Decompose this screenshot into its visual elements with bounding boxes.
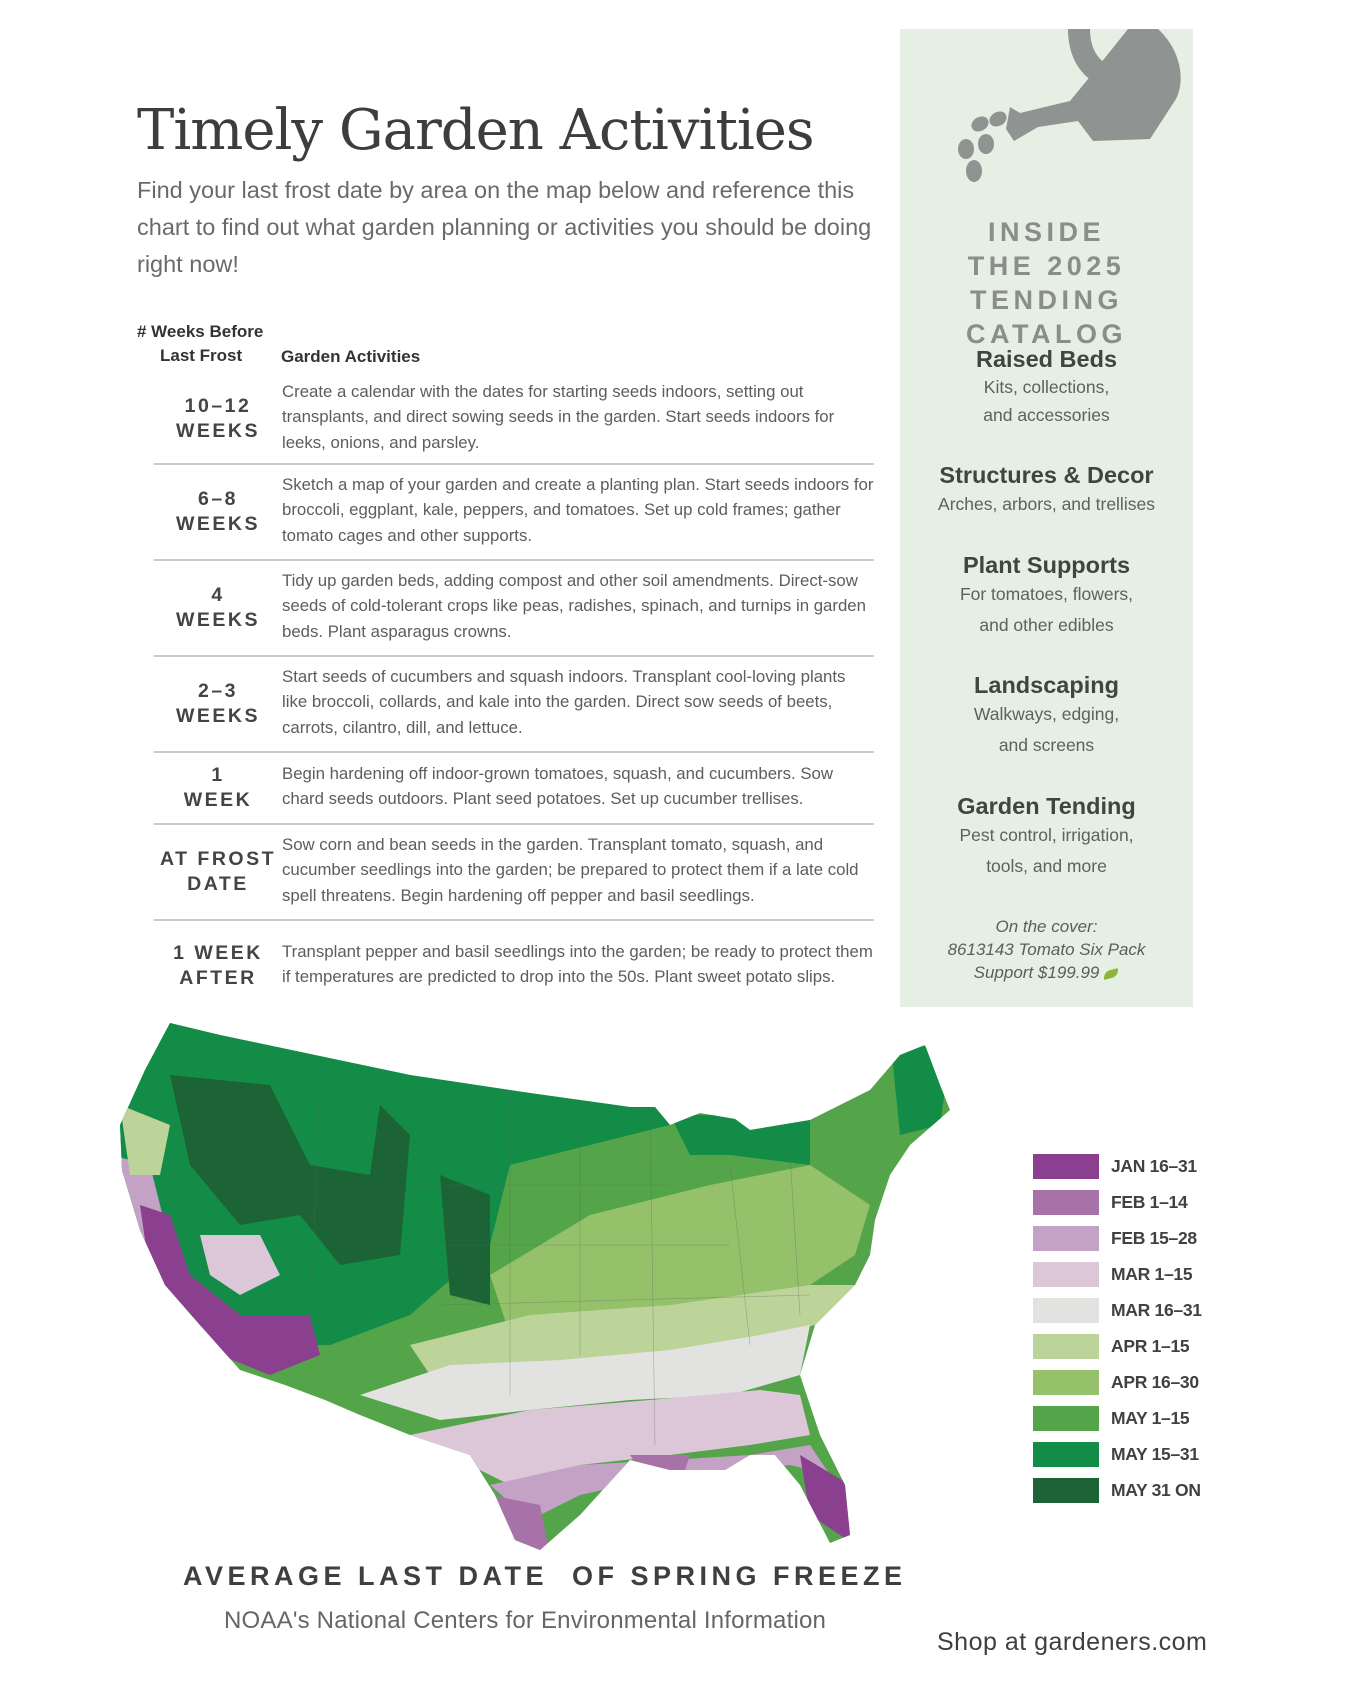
category-title: Raised Beds [975, 346, 1118, 372]
category-desc: tools, and more [986, 856, 1107, 876]
activity-cell: Tidy up garden beds, adding compost and other soil amendments. Direct-sow seeds of cold-tolerant crops like peas, radishes, spinach, and turnips in garden beds. Plant asparagus crowns. [282, 570, 866, 641]
category-plant-supports[interactable] [900, 552, 1193, 641]
legend-item [1033, 1400, 1202, 1436]
intro-text: Find your last frost date by area on the map below and reference this chart to find out what garden planning or activities you should be doing right now! [137, 177, 872, 277]
legend-label: MAY 31 ON [1111, 1479, 1201, 1500]
legend-label: APR 1–15 [1111, 1335, 1190, 1356]
weeks-value: 2–3 [197, 680, 239, 702]
weeks-column-header [137, 320, 263, 368]
table-row [154, 753, 874, 825]
category-desc: Pest control, irrigation, [959, 825, 1134, 845]
weeks-cell [154, 583, 282, 633]
weeks-unit: AFTER [179, 967, 257, 989]
legend-swatch [1033, 1262, 1099, 1287]
weeks-cell [154, 394, 282, 444]
legend-item [1033, 1184, 1202, 1220]
category-desc: Kits, collections, [983, 377, 1110, 397]
legend-swatch [1033, 1334, 1099, 1359]
legend-label: MAY 1–15 [1111, 1407, 1190, 1428]
activities-column-header: Garden Activities [281, 347, 421, 366]
activity-cell: Sketch a map of your garden and create a planting plan. Start seeds indoors for broccoli, eggplant, kale, peppers, and tomatoes. Set up cold frames; gather tomato cages and other supports. [282, 474, 874, 545]
legend-item [1033, 1328, 1202, 1364]
legend-label: APR 16–30 [1111, 1371, 1199, 1392]
category-title: Landscaping [974, 672, 1119, 698]
table-row [154, 375, 874, 465]
legend-item [1033, 1364, 1202, 1400]
table-row [154, 465, 874, 561]
category-desc: and other edibles [979, 615, 1114, 635]
weeks-value: 1 WEEK [173, 942, 263, 964]
category-desc: For tomatoes, flowers, [959, 584, 1134, 604]
catalog-sidebar [900, 29, 1193, 1007]
weeks-header-line1: # Weeks Before [137, 322, 264, 341]
category-structures-decor[interactable] [900, 462, 1193, 520]
weeks-value: 6–8 [197, 488, 239, 510]
map-legend [1033, 1148, 1202, 1508]
weeks-cell [154, 679, 282, 729]
heading-line: THE 2025 [967, 251, 1126, 281]
weeks-cell [154, 763, 282, 813]
table-row [154, 825, 874, 921]
legend-label: MAY 15–31 [1111, 1443, 1199, 1464]
weeks-value: 1 [211, 764, 225, 786]
legend-item [1033, 1220, 1202, 1256]
heading-line: INSIDE [987, 217, 1106, 247]
category-raised-beds[interactable] [900, 346, 1193, 428]
legend-label: JAN 16–31 [1111, 1155, 1197, 1176]
legend-label: MAR 16–31 [1111, 1299, 1202, 1320]
category-desc: and screens [998, 735, 1095, 755]
legend-item [1033, 1472, 1202, 1508]
weeks-cell [154, 941, 282, 991]
legend-label: FEB 1–14 [1111, 1191, 1188, 1212]
legend-swatch [1033, 1154, 1099, 1179]
weeks-unit: WEEK [183, 789, 253, 811]
category-garden-tending[interactable] [900, 793, 1193, 882]
map-source: NOAA's National Centers for Environmental Information [224, 1607, 827, 1634]
weeks-value: 4 [211, 584, 225, 606]
leaf-icon [1103, 968, 1121, 980]
table-row [154, 561, 874, 657]
heading-line: CATALOG [966, 319, 1127, 349]
cover-label: On the cover: [995, 917, 1098, 936]
map-title-part2: OF SPRING FREEZE [572, 1561, 907, 1591]
legend-label: MAR 1–15 [1111, 1263, 1193, 1284]
legend-item [1033, 1148, 1202, 1184]
legend-item [1033, 1256, 1202, 1292]
catalog-heading [900, 215, 1193, 351]
weeks-header-line2: Last Frost [160, 346, 243, 365]
activity-cell: Sow corn and bean seeds in the garden. Transplant tomato, squash, and cucumber seedlings into the garden; be prepared to protect them if a late cold spell threatens. Begin hardening off pepper and basil seedlings. [282, 834, 859, 905]
weeks-unit: DATE [187, 873, 249, 895]
weeks-value: 10–12 [184, 395, 252, 417]
table-row [154, 657, 874, 753]
category-title: Structures & Decor [939, 462, 1154, 488]
category-desc: Arches, arbors, and trellises [938, 494, 1155, 514]
page-title: Timely Garden Activities [137, 98, 814, 163]
map-title-part1: AVERAGE LAST DATE [183, 1561, 549, 1591]
cover-note [900, 915, 1193, 984]
legend-swatch [1033, 1190, 1099, 1215]
weeks-cell [154, 487, 282, 537]
weeks-unit: WEEKS [175, 513, 260, 535]
category-title: Garden Tending [957, 793, 1136, 819]
garden-activities-table [154, 375, 874, 1011]
legend-swatch [1033, 1406, 1099, 1431]
weeks-cell [154, 847, 282, 897]
legend-item [1033, 1436, 1202, 1472]
weeks-value: AT FROST [159, 848, 277, 870]
frost-date-map [110, 1015, 1020, 1575]
legend-swatch [1033, 1226, 1099, 1251]
legend-swatch [1033, 1298, 1099, 1323]
weeks-unit: WEEKS [175, 420, 260, 442]
shop-link[interactable]: Shop at gardeners.com [937, 1628, 1208, 1656]
cover-price-line [900, 961, 1193, 984]
legend-swatch [1033, 1370, 1099, 1395]
category-title: Plant Supports [962, 552, 1131, 578]
weeks-unit: WEEKS [175, 705, 260, 727]
legend-item [1033, 1292, 1202, 1328]
cover-product: 8613143 Tomato Six Pack [947, 940, 1146, 959]
cover-price: Support $199.99 [973, 963, 1100, 982]
table-row [154, 921, 874, 1011]
activity-cell: Create a calendar with the dates for starting seeds indoors, setting out transplants, and direct sowing seeds in the garden. Start seeds indoors for leeks, onions, and parsley. [282, 381, 835, 452]
watering-can-icon [918, 29, 1188, 199]
legend-swatch [1033, 1442, 1099, 1467]
legend-label: FEB 15–28 [1111, 1227, 1197, 1248]
heading-line: TENDING [970, 285, 1123, 315]
activity-cell: Start seeds of cucumbers and squash indoors. Transplant cool-loving plants like broccoli, collards, and kale into the garden. Direct sow seeds of beets, carrots, cilantro, dill, and lettuce. [282, 666, 846, 737]
category-landscaping[interactable] [900, 672, 1193, 761]
activity-cell: Transplant pepper and basil seedlings into the garden; be ready to protect them if temperatures are predicted to drop into the 50s. Plant sweet potato slips. [282, 941, 873, 986]
weeks-unit: WEEKS [175, 609, 260, 631]
category-desc: and accessories [983, 405, 1110, 425]
map-regions [110, 1015, 1020, 1575]
legend-swatch [1033, 1478, 1099, 1503]
activity-cell: Begin hardening off indoor-grown tomatoes, squash, and cucumbers. Sow chard seeds outdoors. Plant seed potatoes. Set up cucumber trellises. [282, 763, 834, 808]
category-desc: Walkways, edging, [973, 704, 1120, 724]
